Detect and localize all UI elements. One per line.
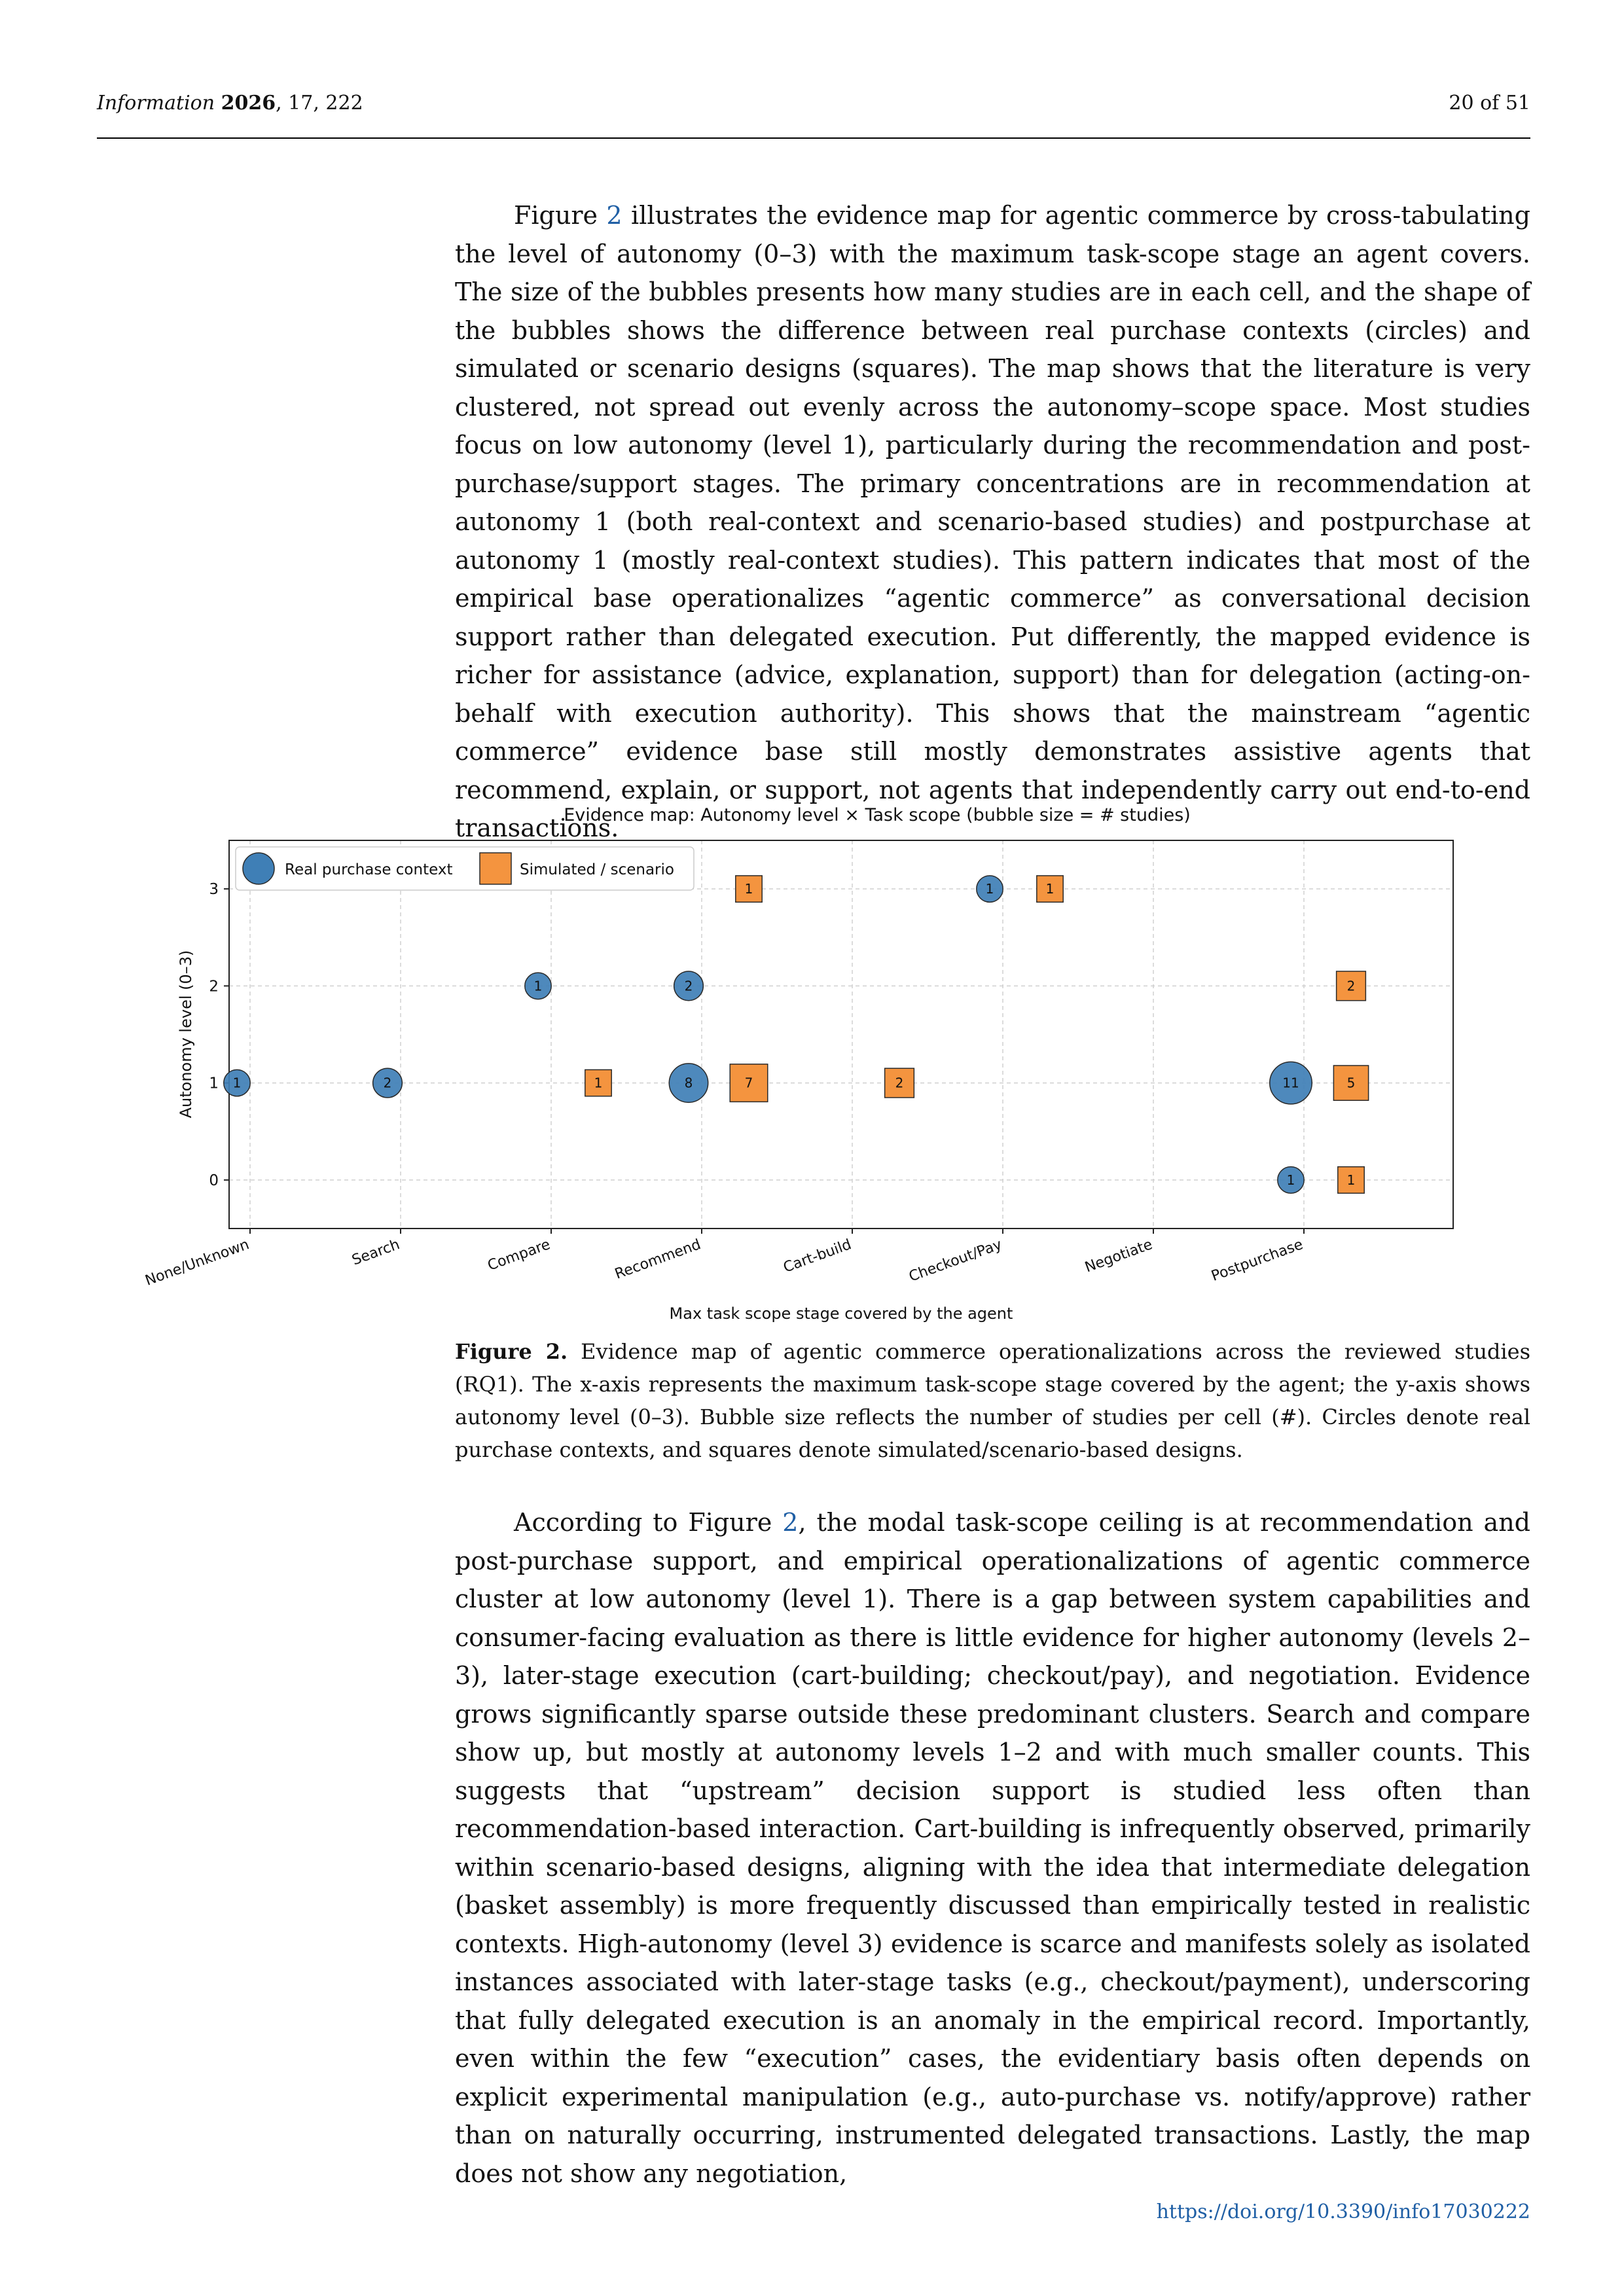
bubble-count-label: 1: [1286, 1172, 1295, 1188]
bubble-count-label: 2: [1346, 978, 1356, 994]
bubble-count-label: 1: [985, 881, 994, 897]
figure-caption: [455, 1335, 1530, 1466]
y-axis-label: Autonomy level (0–3): [177, 950, 195, 1119]
figure-ref-link[interactable]: 2: [782, 1508, 799, 1537]
para2-text-rest: , the modal task-scope ceiling is at recommendation and post-purchase support, and empirical operationalizations of agentic commerce cluster at low autonomy (level 1). There is a gap between system capabilities and consumer-facing evaluation as there is little evidence for higher autonomy (levels 2–3), later-stage execution (cart-building; checkout/pay), and negotiation. Evidence grows significantly sparse outside these predominant clusters. Search and compare show up, but mostly at autonomy levels 1–2 and with much smaller counts. This suggests that “upstream” decision support is studied less often than recommendation-based interaction. Cart-building is infrequently observed, primarily within scenario-based designs, aligning with the idea that intermediate delegation (basket assembly) is more frequently discussed than empirically tested in realistic contexts. High-autonomy (level 3) evidence is scarce and manifests solely as isolated instances associated with later-stage tasks (e.g., checkout/payment), underscoring that fully delegated execution is an anomaly in the empirical record. Importantly, even within the few “execution” cases, the evidentiary basis often depends on explicit experimental manipulation (e.g., auto-purchase vs. notify/approve) rather than on naturally occurring, instrumented delegated transactions. Lastly, the map does not show any negotiation,: [455, 1508, 1531, 2188]
bubble-count-label: 1: [744, 881, 753, 897]
x-tick-label: Postpurchase: [1209, 1236, 1306, 1285]
legend-entry-simulated: Simulated / scenario: [520, 861, 674, 878]
evidence-map-chart: [143, 798, 1499, 1329]
figure-2: [143, 798, 1499, 1329]
chart-title: Evidence map: Autonomy level × Task scope (bubble size = # studies): [564, 805, 1191, 825]
bubble-count-label: 8: [684, 1075, 693, 1091]
para1-text-start: Figure: [514, 201, 607, 230]
x-tick-label: Search: [350, 1236, 403, 1269]
y-axis-ticks: [209, 881, 229, 1189]
chart-marks: [224, 876, 1369, 1193]
journal-year: 2026: [221, 92, 276, 115]
para2-text-start: According to Figure: [514, 1508, 783, 1537]
journal-citation: [97, 92, 363, 115]
bubble-count-label: 1: [232, 1075, 242, 1091]
bubble-count-label: 5: [1346, 1075, 1356, 1091]
chart-grid: [229, 840, 1453, 1229]
x-axis-ticks: [143, 1229, 1305, 1289]
doi-link[interactable]: https://doi.org/10.3390/info17030222: [1156, 2200, 1530, 2223]
journal-volume: , 17, 222: [276, 92, 363, 115]
bubble-count-label: 7: [744, 1075, 753, 1091]
bubble-count-label: 1: [533, 978, 543, 994]
body-paragraph-1: [455, 196, 1530, 848]
bubble-count-label: 1: [1346, 1172, 1356, 1188]
figure-ref-link[interactable]: 2: [606, 201, 623, 230]
x-tick-label: Cart-build: [781, 1236, 854, 1276]
x-axis-label: Max task scope stage covered by the agent: [669, 1304, 1013, 1323]
plot-frame: [229, 840, 1453, 1229]
legend-square-marker: [480, 853, 511, 884]
x-tick-label: Checkout/Pay: [907, 1236, 1005, 1285]
bubble-count-label: 1: [594, 1075, 603, 1091]
bubble-count-label: 11: [1282, 1075, 1299, 1091]
x-tick-label: Recommend: [613, 1236, 704, 1283]
x-tick-label: Compare: [485, 1236, 553, 1274]
legend-entry-real: Real purchase context: [285, 861, 453, 878]
legend-circle-marker: [243, 853, 274, 884]
bubble-count-label: 2: [895, 1075, 904, 1091]
page-header: [97, 92, 1530, 139]
bubble-count-label: 2: [684, 978, 693, 994]
journal-name: Information: [97, 92, 215, 115]
caption-label: Figure 2.: [455, 1339, 568, 1364]
caption-text: Evidence map of agentic commerce operationalizations across the reviewed studies (RQ1). The x-axis represents the maximum task-scope stage covered by the agent; the y-axis shows autonomy level (0–3). Bubble size reflects the number of studies per cell (#). Circles denote real purchase contexts, and squares denote simulated/scenario-based designs.: [455, 1339, 1531, 1462]
y-tick-label: 2: [209, 978, 219, 996]
bubble-count-label: 1: [1045, 881, 1055, 897]
bubble-count-label: 2: [383, 1075, 392, 1091]
x-tick-label: None/Unknown: [143, 1236, 252, 1289]
x-tick-label: Negotiate: [1083, 1236, 1155, 1276]
para1-text-rest: illustrates the evidence map for agentic commerce by cross-tabulating the level of autonomy (0–3) with the maximum task-scope stage an agent covers. The size of the bubbles presents how many studies are in each cell, and the shape of the bubbles shows the difference between real purchase contexts (circles) and simulated or scenario designs (squares). The map shows that the literature is very clustered, not spread out evenly across the autonomy–scope space. Most studies focus on low autonomy (level 1), particularly during the recommendation and post-purchase/support stages. The primary concentrations are in recommendation at autonomy 1 (both real-context and scenario-based studies) and postpurchase at autonomy 1 (mostly real-context studies). This pattern indicates that most of the empirical base operationalizes “agentic commerce” as conversational decision support rather than delegated execution. Put differently, the mapped evidence is richer for assistance (advice, explanation, support) than for delegation (acting-on-behalf with execution authority). This shows that the mainstream “agentic commerce” evidence base still mostly demonstrates assistive agents that recommend, explain, or support, not agents that independently carry out end-to-end transactions.: [455, 201, 1530, 842]
y-tick-label: 0: [209, 1172, 219, 1189]
body-paragraph-2: [455, 1503, 1530, 2193]
y-tick-label: 1: [209, 1075, 219, 1092]
chart-legend: [236, 847, 694, 890]
page-number: 20 of 51: [1449, 92, 1530, 115]
y-tick-label: 3: [209, 881, 219, 899]
